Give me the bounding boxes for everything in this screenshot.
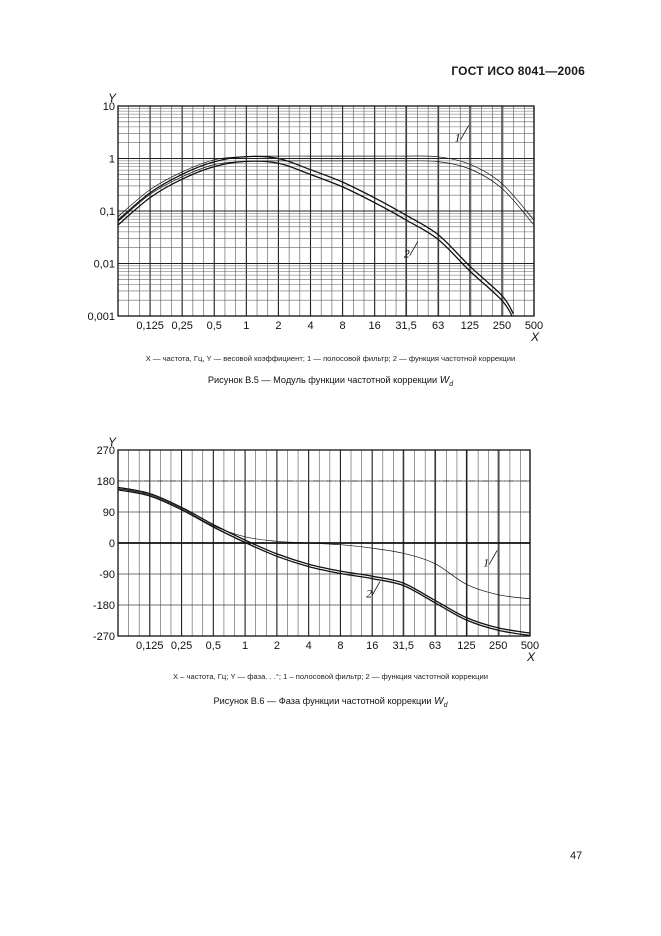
y-tick-label: 0,01 [93, 258, 115, 271]
figure-b5-legend-note: X — частота, Гц, Y — весовой коэффициент; 1 — полосовой фильтр; 2 — функция частотной коррекции [145, 354, 516, 363]
x-tick-label: 16 [366, 640, 379, 652]
x-tick-label: 8 [337, 640, 344, 652]
figure-b6-caption-text: Рисунок В.6 — Фаза функции частотной коррекции [213, 696, 432, 706]
figure-b6-caption [0, 696, 661, 709]
x-tick-label: 63 [431, 320, 445, 332]
x-tick-label: 0,5 [205, 640, 221, 652]
x-tick-label: 250 [489, 640, 508, 652]
x-tick-label: 250 [492, 320, 512, 332]
x-tick-label: 0,125 [136, 320, 164, 332]
y-tick-label: 0,1 [99, 206, 115, 218]
x-tick-label: 500 [520, 640, 540, 652]
y-tick-label: 90 [102, 507, 115, 519]
y-tick-label: -180 [92, 600, 115, 612]
figure-b6-legend-note: X – частота, Гц; Y — фаза. . .°; 1 – полосовой фильтр; 2 — функция частотной коррекции [173, 672, 488, 681]
x-axis-label: X [527, 650, 536, 664]
y-tick-label: 10 [102, 101, 115, 113]
series-1-label: 1 [483, 555, 490, 570]
x-tick-label: 2 [275, 320, 282, 332]
y-tick-label: -270 [92, 631, 115, 643]
series-2-leader [372, 581, 380, 595]
y-tick-label: 180 [96, 476, 115, 488]
x-tick-label: 16 [368, 320, 381, 332]
x-tick-label: 4 [305, 640, 312, 652]
series-group [118, 487, 530, 635]
x-tick-label: 1 [243, 320, 250, 332]
x-tick-label: 125 [460, 320, 480, 332]
series-1-label: 1 [454, 130, 461, 145]
y-tick-label: -90 [99, 569, 115, 581]
x-tick-label: 0,125 [136, 640, 164, 652]
y-tick-label: 0 [108, 538, 115, 550]
x-tick-label: 125 [457, 640, 476, 652]
x-tick-label: 4 [307, 320, 314, 332]
series-1-leader [489, 550, 497, 564]
series-2-label: 2 [403, 246, 410, 261]
x-tick-label: 0,25 [171, 320, 193, 332]
x-tick-label: 500 [524, 320, 544, 332]
doc-header: ГОСТ ИСО 8041—2006 [451, 64, 585, 78]
y-tick-label: 0,001 [87, 311, 115, 323]
x-tick-label: 2 [273, 640, 280, 652]
x-axis-label: X [531, 330, 540, 344]
y-axis-label: Y [108, 435, 117, 449]
series-2-label: 2 [366, 586, 373, 601]
figure-b5-caption-symbol: $W_d$ [439, 375, 454, 388]
page-number: 47 [570, 850, 583, 862]
x-tick-label: 1 [242, 640, 249, 652]
grid [118, 450, 530, 636]
x-tick-label: 31,5 [395, 320, 417, 332]
x-tick-label: 8 [339, 320, 346, 332]
x-tick-label: 0,25 [170, 640, 193, 652]
figure-b5-caption-text: Рисунок В.5 — Модуль функции частотной коррекции [207, 375, 438, 385]
figure-b6-caption-symbol: $W_d$ [434, 696, 448, 709]
x-tick-label: 0,5 [206, 320, 222, 332]
y-axis-label: Y [108, 91, 117, 105]
x-tick-label: 31,5 [392, 640, 414, 652]
y-tick-label: 270 [96, 445, 115, 457]
x-tick-label: 63 [428, 640, 442, 652]
y-tick-label: 1 [108, 153, 115, 166]
